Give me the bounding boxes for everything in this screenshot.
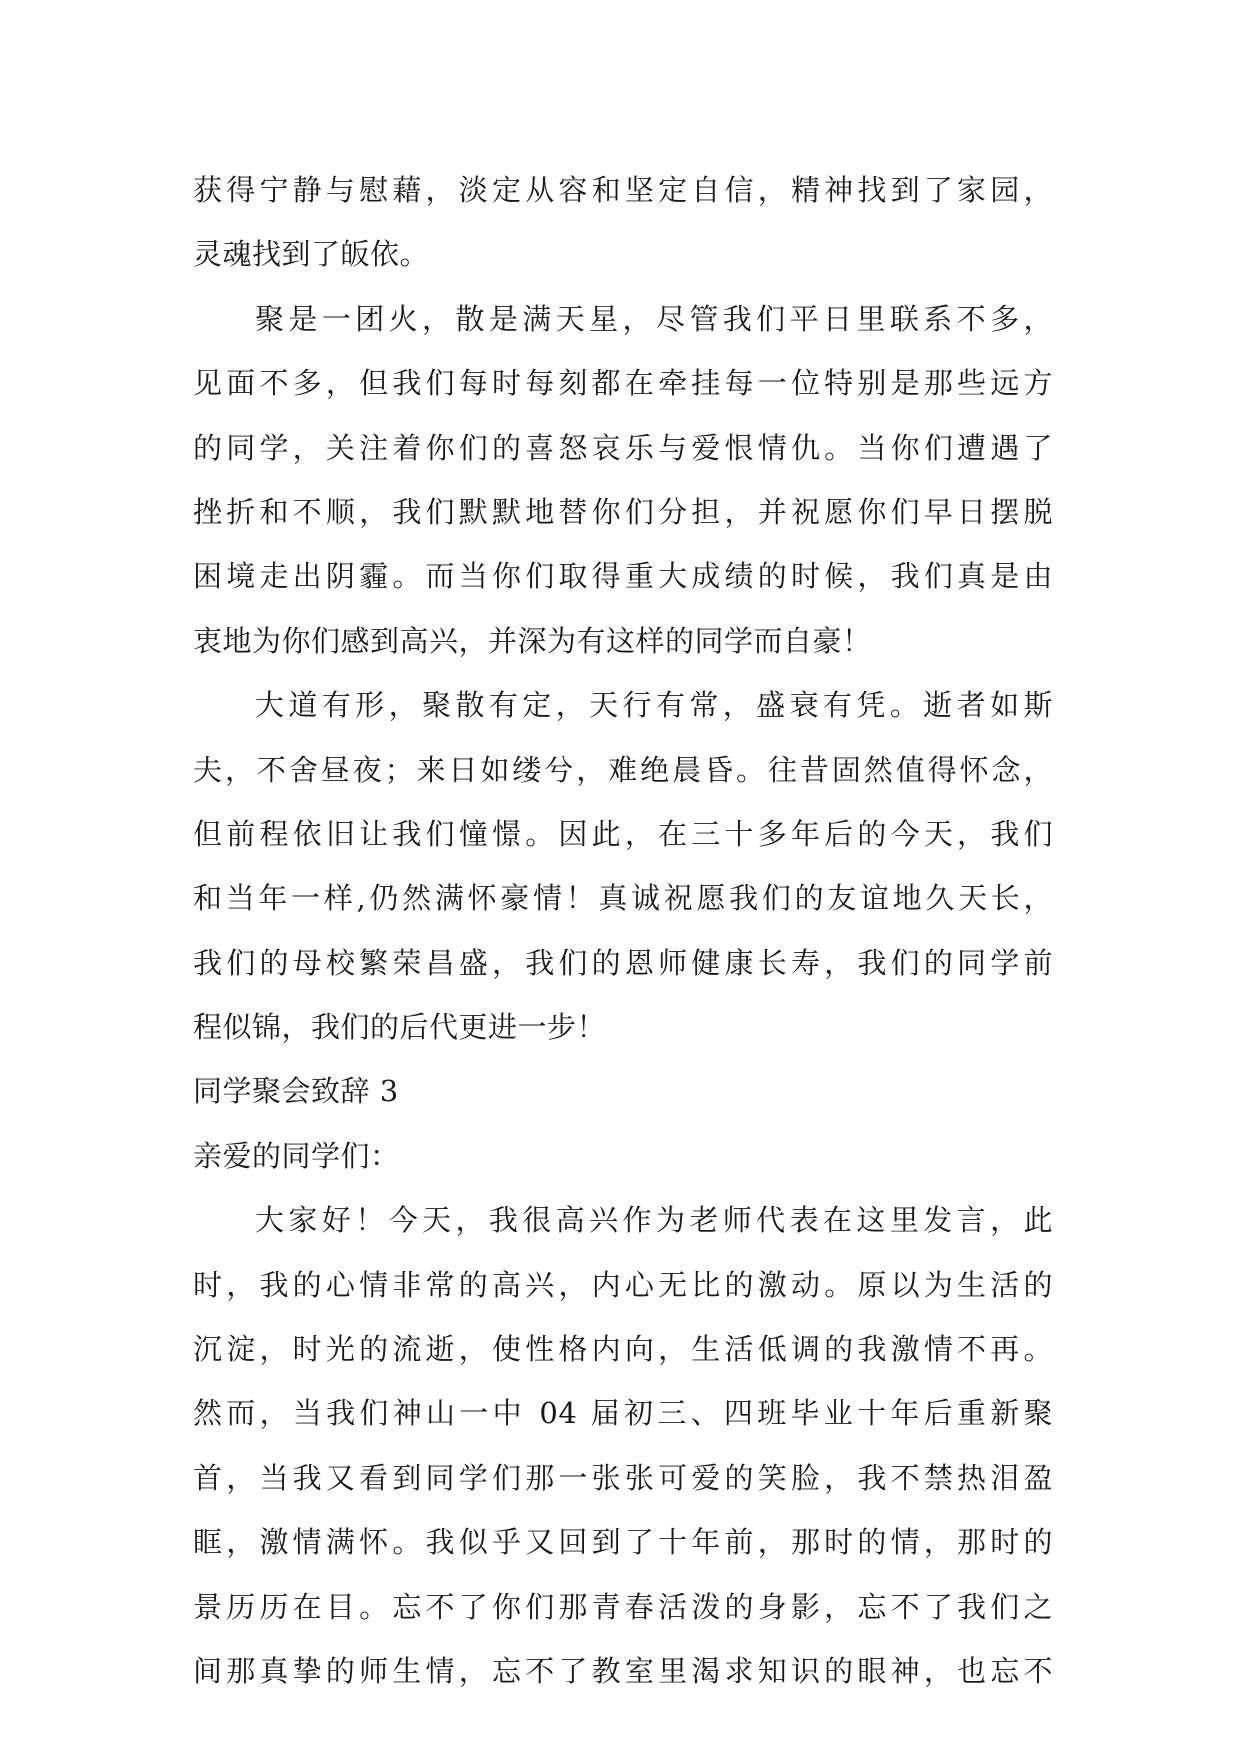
text-line: 然而，当我们神山一中 04 届初三、四班毕业十年后重新聚 [193,1396,1053,1431]
text-line: 时，我的心情非常的高兴，内心无比的激动。原以为生活的 [193,1267,1053,1302]
text-line: 困境走出阴霾。而当你们取得重大成绩的时候，我们真是由 [193,559,1053,594]
text-line: 灵魂找到了皈依。 [193,237,430,272]
text-line: 夫，不舍昼夜；来日如缕兮，难绝晨昏。往昔固然值得怀念， [193,752,1053,787]
text-line: 我们的母校繁荣昌盛，我们的恩师健康长寿，我们的同学前 [193,945,1053,980]
text-line: 大道有形，聚散有定，天行有常，盛衰有凭。逝者如斯 [255,688,1053,723]
text-line: 眶，激情满怀。我似乎又回到了十年前，那时的情，那时的 [193,1525,1053,1560]
text-line: 沉淀，时光的流逝，使性格内向，生活低调的我激情不再。 [193,1332,1053,1367]
text-line: 见面不多，但我们每时每刻都在牵挂每一位特别是那些远方 [193,366,1053,401]
text-line: 挫折和不顺，我们默默地替你们分担，并祝愿你们早日摆脱 [193,494,1053,529]
section-heading: 同学聚会致辞 3 [193,1074,399,1109]
text-line: 程似锦，我们的后代更进一步！ [193,1010,607,1045]
salutation: 亲爱的同学们： [193,1138,400,1173]
text-line: 首，当我又看到同学们那一张张可爱的笑脸，我不禁热泪盈 [193,1460,1053,1495]
text-line: 但前程依旧让我们憧憬。因此，在三十多年后的今天，我们 [193,816,1053,851]
text-line: 景历历在目。忘不了你们那青春活泼的身影，忘不了我们之 [193,1589,1053,1624]
text-line: 间那真挚的师生情，忘不了教室里渴求知识的眼神，也忘不 [193,1653,1053,1688]
text-line: 衷地为你们感到高兴，并深为有这样的同学而自豪！ [193,623,872,658]
text-line: 的同学，关注着你们的喜怒哀乐与爱恨情仇。当你们遭遇了 [193,430,1053,465]
text-line: 大家好！今天，我很高兴作为老师代表在这里发言，此 [255,1203,1053,1238]
text-line: 聚是一团火，散是满天星，尽管我们平日里联系不多， [255,301,1053,336]
document-body [193,158,1053,1703]
text-line: 和当年一样,仍然满怀豪情！真诚祝愿我们的友谊地久天长， [193,881,1053,916]
text-line: 获得宁静与慰藉，淡定从容和坚定自信，精神找到了家园， [193,173,1053,207]
